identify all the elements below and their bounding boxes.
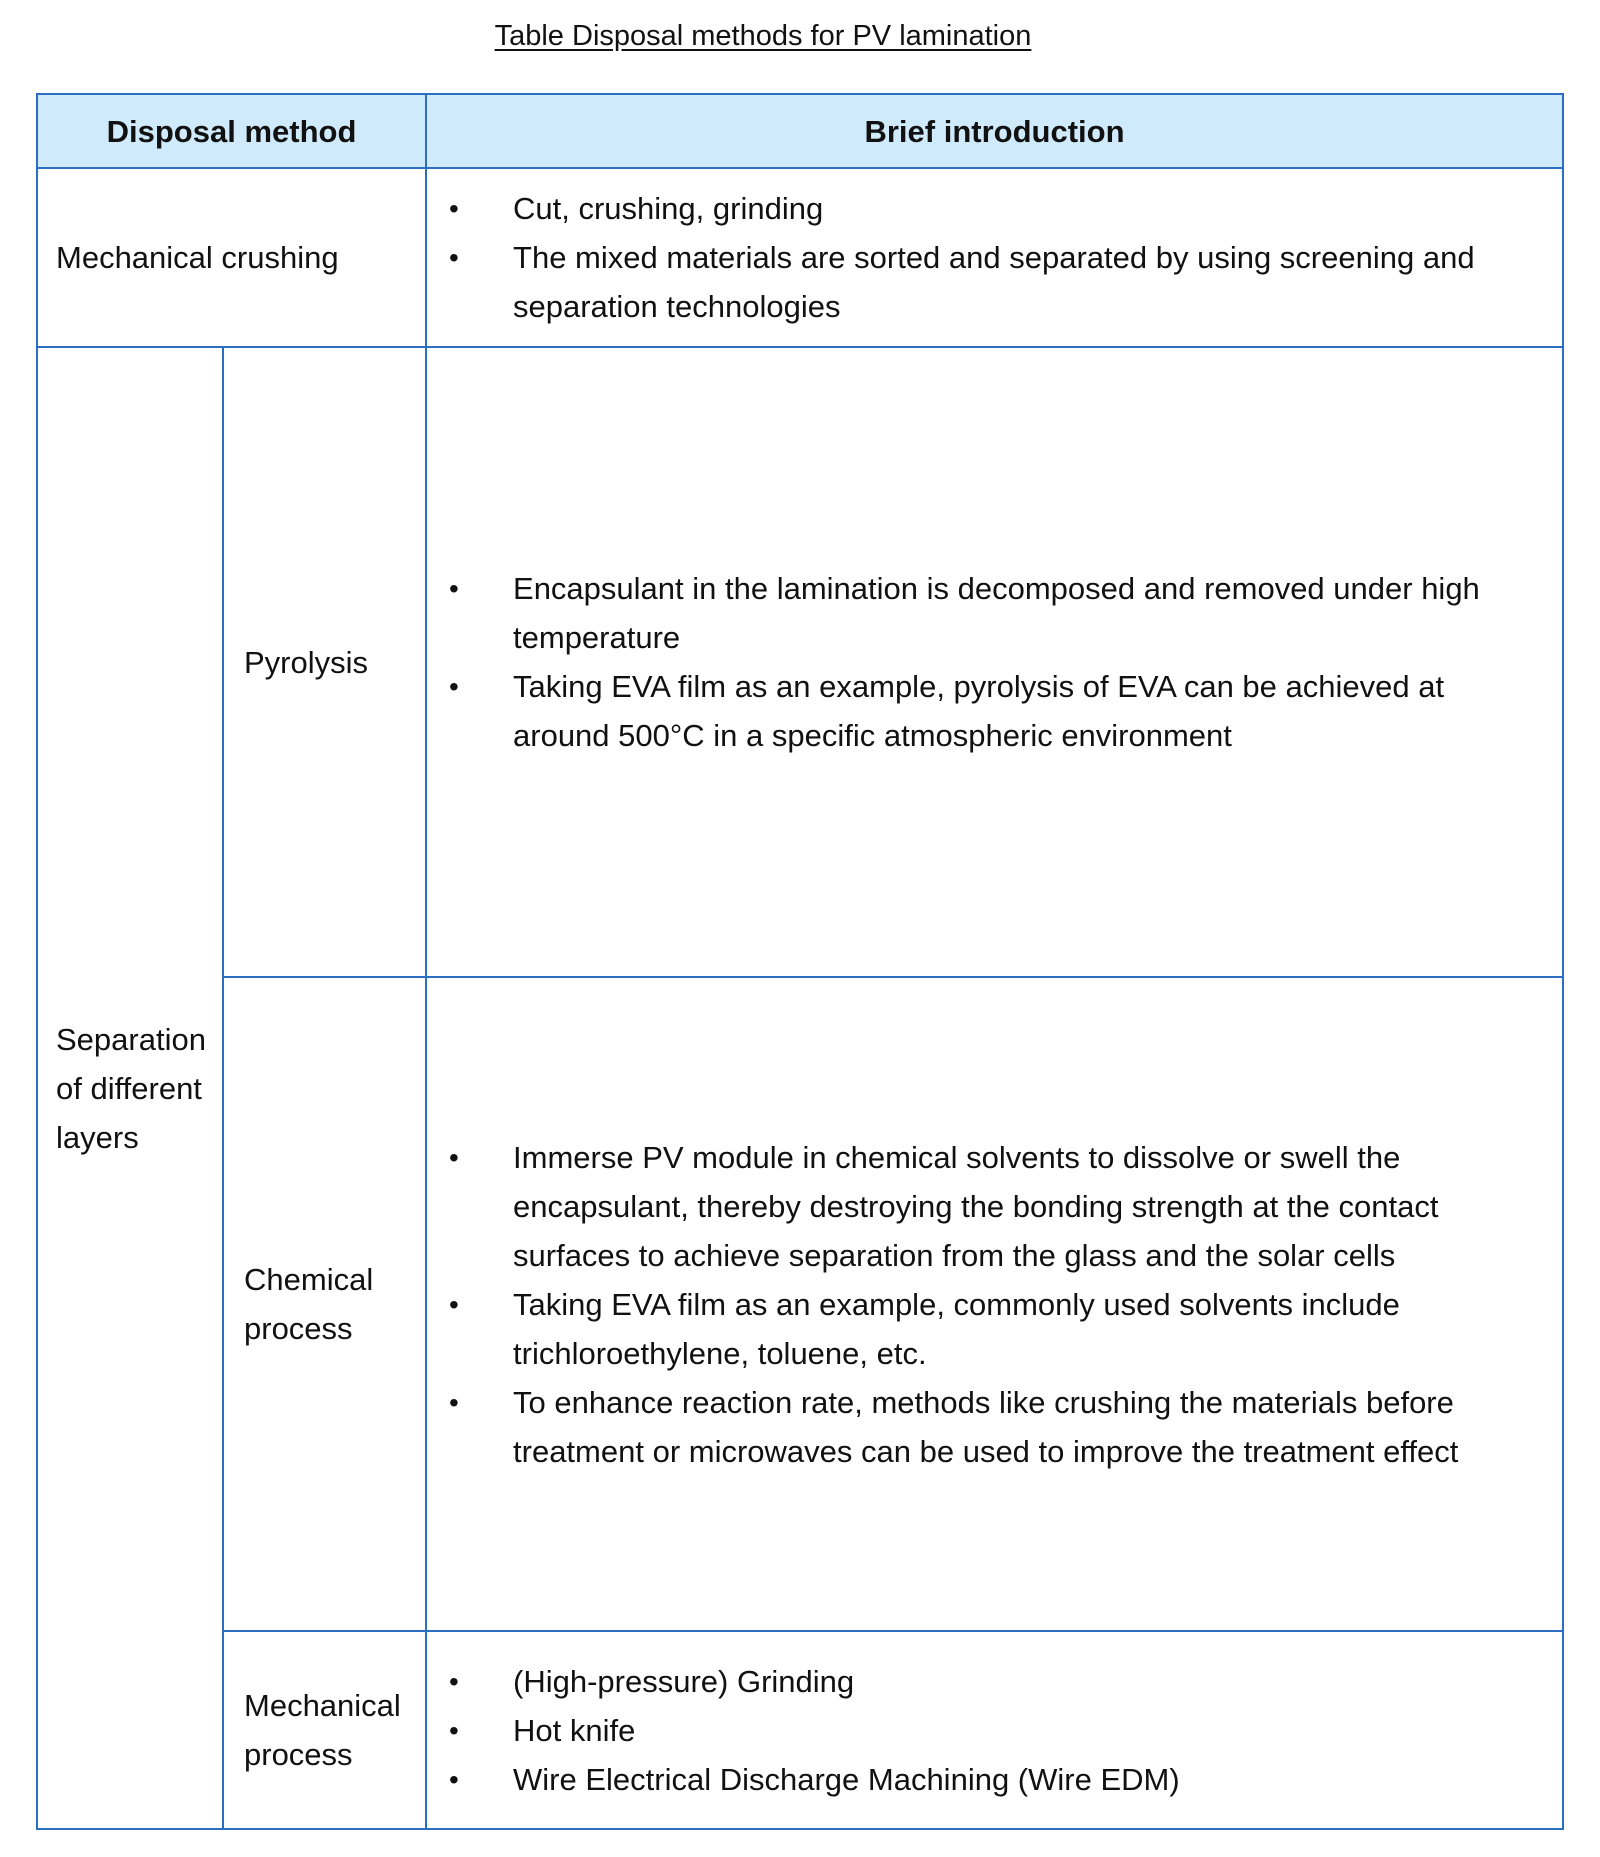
bullet-list xyxy=(427,1657,1562,1804)
list-item: • Taking EVA film as an example, pyrolysis of EVA can be achieved at around 500°C in a specific atmospheric environment xyxy=(513,662,1512,760)
intro-pyrolysis xyxy=(426,347,1563,977)
table-caption: Table Disposal methods for PV lamination xyxy=(494,20,1032,52)
list-item: • Taking EVA film as an example, commonly used solvents include trichloroethylene, toluene, etc. xyxy=(513,1280,1512,1378)
method-mechanical-crushing: Mechanical crushing xyxy=(37,168,426,347)
intro-mechanical-crushing xyxy=(426,168,1563,347)
disposal-methods-table xyxy=(36,93,1564,1830)
bullet-list xyxy=(427,564,1562,760)
list-item: • Hot knife xyxy=(513,1706,1512,1755)
table-row xyxy=(37,347,1563,977)
table-row xyxy=(37,168,1563,347)
method-chemical-process: Chemical process xyxy=(223,977,426,1631)
method-mechanical-process: Mechanical process xyxy=(223,1631,426,1829)
list-item: • Immerse PV module in chemical solvents to dissolve or swell the encapsulant, thereby destroying the bonding strength at the contact surfaces to achieve separation from the glass and the solar cells xyxy=(513,1133,1512,1280)
bullet-list xyxy=(427,1133,1562,1476)
list-item: • Cut, crushing, grinding xyxy=(513,184,1512,233)
list-item: • Wire Electrical Discharge Machining (Wire EDM) xyxy=(513,1755,1512,1804)
intro-mechanical-process xyxy=(426,1631,1563,1829)
method-group-separation: Separation of different layers xyxy=(37,347,223,1829)
header-disposal-method: Disposal method xyxy=(37,94,426,168)
list-item: • To enhance reaction rate, methods like crushing the materials before treatment or microwaves can be used to improve the treatment effect xyxy=(513,1378,1512,1476)
list-item: • The mixed materials are sorted and separated by using screening and separation technologies xyxy=(513,233,1512,331)
intro-chemical-process xyxy=(426,977,1563,1631)
method-pyrolysis: Pyrolysis xyxy=(223,347,426,977)
table-row xyxy=(37,977,1563,1631)
table-row xyxy=(37,1631,1563,1829)
table-header-row xyxy=(37,94,1563,168)
list-item: • (High-pressure) Grinding xyxy=(513,1657,1512,1706)
header-brief-introduction: Brief introduction xyxy=(426,94,1563,168)
bullet-list xyxy=(427,184,1562,331)
list-item: • Encapsulant in the lamination is decomposed and removed under high temperature xyxy=(513,564,1512,662)
